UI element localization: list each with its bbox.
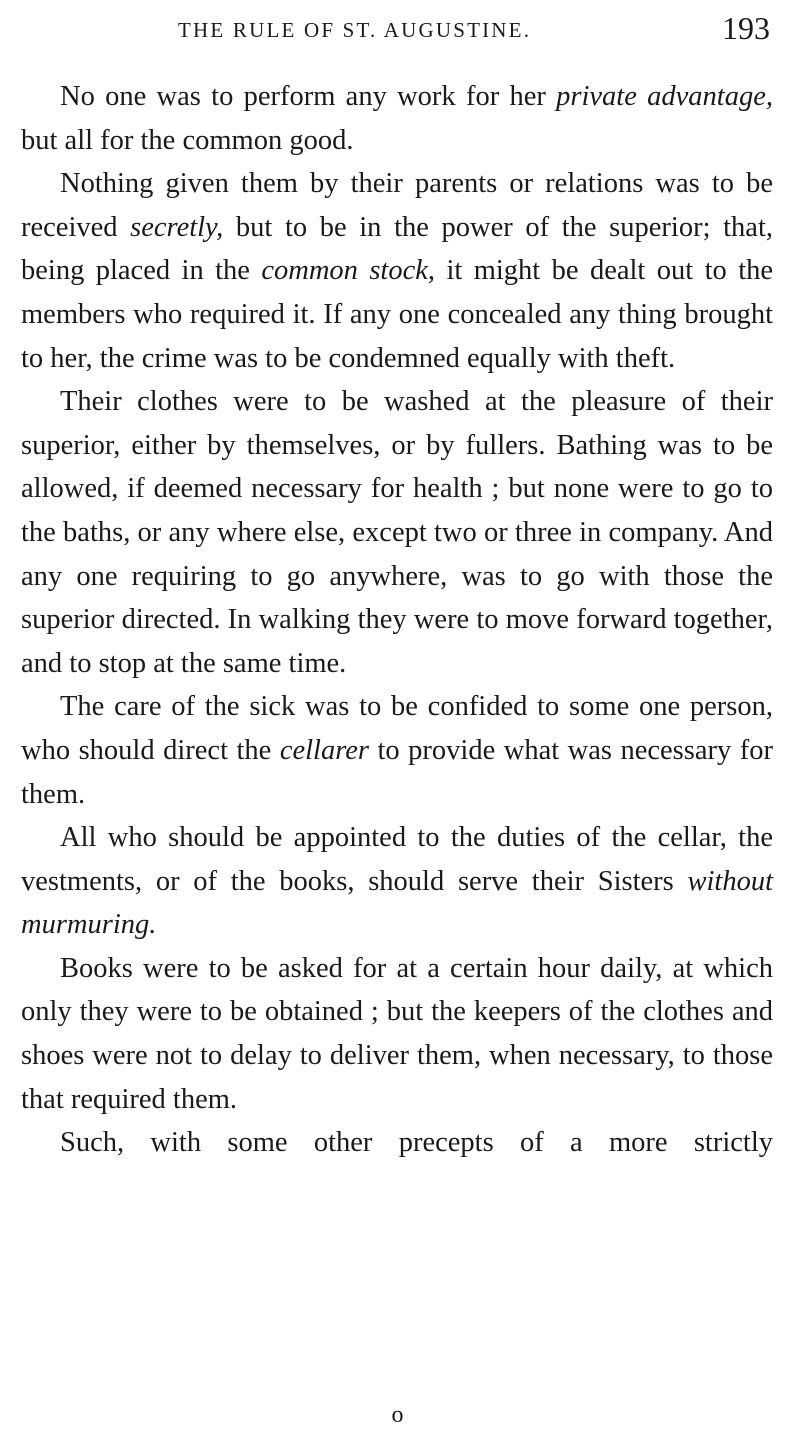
running-title: THE RULE OF ST. AUGUSTINE. (178, 18, 532, 42)
italic-run: common stock, (261, 255, 436, 287)
italic-run: cellarer (279, 734, 369, 766)
text-run: Nothing given them by their parents or relations was to be received (21, 168, 773, 243)
text-run: but all for the common good. (21, 124, 354, 156)
signature-mark (0, 1402, 800, 1429)
italic-run: secretly, (130, 211, 224, 243)
paragraph-care-of-sick (21, 685, 773, 816)
paragraph-books-and-keepers (21, 947, 773, 1121)
italic-run: without murmuring. (21, 865, 773, 941)
text-run: Books were to be asked for at a certain hour daily, at which only they were to be obtained ; but the keepers of the clothes and shoes were not to delay to deliver them, when necessary, to those that required them. (21, 952, 773, 1115)
italic-run: private advantage, (556, 81, 773, 112)
text-run: to provide what was necessary for them. (21, 734, 773, 810)
page-number: 193 (722, 10, 770, 46)
paragraph-private-advantage (21, 75, 773, 162)
paragraph-continued-precepts (21, 1121, 773, 1165)
paragraph-clothes-and-bathing (21, 380, 773, 685)
text-run: All who should be appointed to the duties of the cellar, the vestments, or of the books, should serve their Sisters (21, 822, 773, 897)
running-head (0, 10, 800, 50)
text-run: it might be dealt out to the members who required it. If any one concealed any thing brought to her, the crime was to be condemned equally with theft. (21, 255, 774, 374)
text-run: The care of the sick was to be confided to some one person, who should direct the (21, 691, 773, 766)
text-run: Such, with some other precepts of a more strictly (60, 1127, 773, 1159)
text-run: No one was to perform any work for her (60, 81, 557, 112)
signature-letter: o (391, 1402, 404, 1428)
text-run: Their clothes were to be washed at the pleasure of their superior, either by themselves, or by fullers. Bathing was to be allowed, if deemed necessary for health ; but none were to go to the baths, or any where else, except two or three in company. And any one requiring to go anywhere, was to go with those the superior directed. In walking they were to move forward together, and to stop at the same time. (21, 386, 773, 679)
body-text (21, 75, 773, 1165)
text-run: but to be in the power of the superior; that, being placed in the (21, 211, 773, 287)
paragraph-duties-without-murmuring (21, 816, 773, 947)
paragraph-gifts-from-relations (21, 162, 773, 380)
